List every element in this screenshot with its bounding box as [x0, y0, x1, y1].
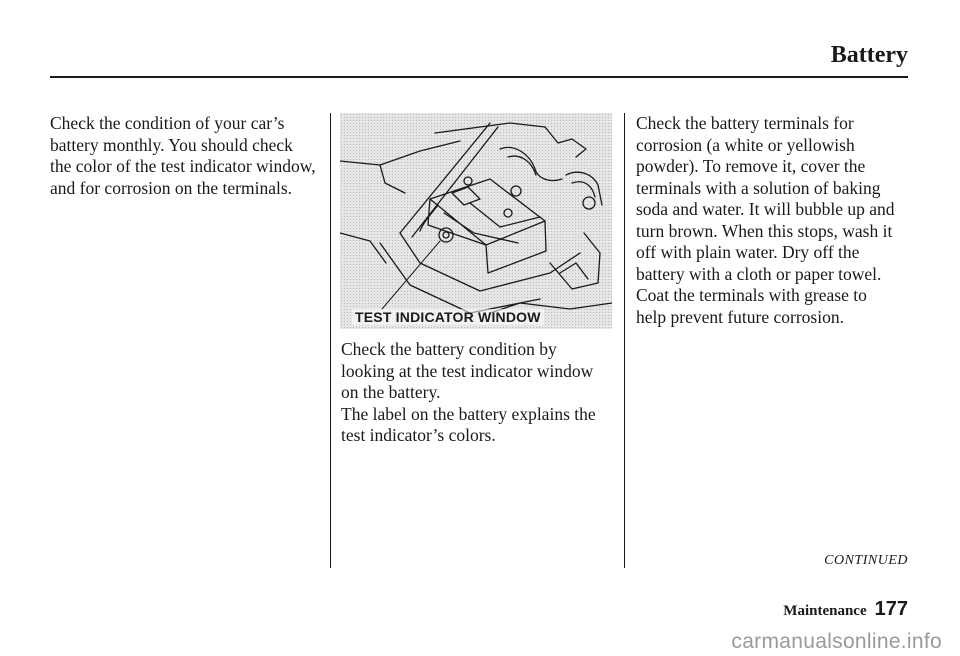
- text-line: The label on the battery explains the: [341, 403, 596, 424]
- text-line: powder). To remove it, cover the: [636, 156, 866, 176]
- battery-illustration: [340, 113, 612, 329]
- page-number: 177: [874, 598, 908, 620]
- text-line: battery with a cloth or paper towel.: [636, 263, 882, 284]
- text-line: off with plain water. Dry off the: [636, 242, 860, 262]
- text-line: battery monthly. You should check: [50, 134, 293, 155]
- text-line: and for corrosion on the terminals.: [50, 177, 293, 198]
- footer-section: Maintenance: [783, 603, 867, 619]
- page-title: Battery: [830, 42, 908, 68]
- text-line: the color of the test indicator window,: [50, 156, 316, 176]
- text-line: terminals with a solution of baking: [636, 177, 881, 198]
- text-line: Check the battery condition by: [341, 339, 557, 359]
- text-line: turn brown. When this stops, wash it: [636, 220, 893, 241]
- continued-label: CONTINUED: [824, 553, 908, 568]
- indicator-paragraph: [341, 339, 621, 447]
- text-line: looking at the test indicator window: [341, 360, 594, 381]
- watermark-text: carmanualsonline.info: [731, 630, 942, 653]
- battery-drawing: [340, 113, 612, 329]
- text-line: Check the battery terminals for: [636, 113, 854, 133]
- text-line: help prevent future corrosion.: [636, 306, 844, 327]
- text-line: Check the condition of your car’s: [50, 113, 285, 133]
- text-line: test indicator’s colors.: [341, 425, 496, 445]
- column-divider-right: [624, 113, 625, 568]
- page-footer: [783, 598, 908, 621]
- column-divider-left: [330, 113, 331, 568]
- figure-callout-label: TEST INDICATOR WINDOW: [352, 309, 544, 325]
- text-line: corrosion (a white or yellowish: [636, 134, 855, 155]
- text-line: on the battery.: [341, 382, 441, 402]
- text-line: Coat the terminals with grease to: [636, 285, 867, 305]
- corrosion-paragraph: [636, 113, 921, 328]
- intro-paragraph: [50, 113, 320, 199]
- header-rule: [50, 76, 908, 78]
- text-line: soda and water. It will bubble up and: [636, 199, 895, 219]
